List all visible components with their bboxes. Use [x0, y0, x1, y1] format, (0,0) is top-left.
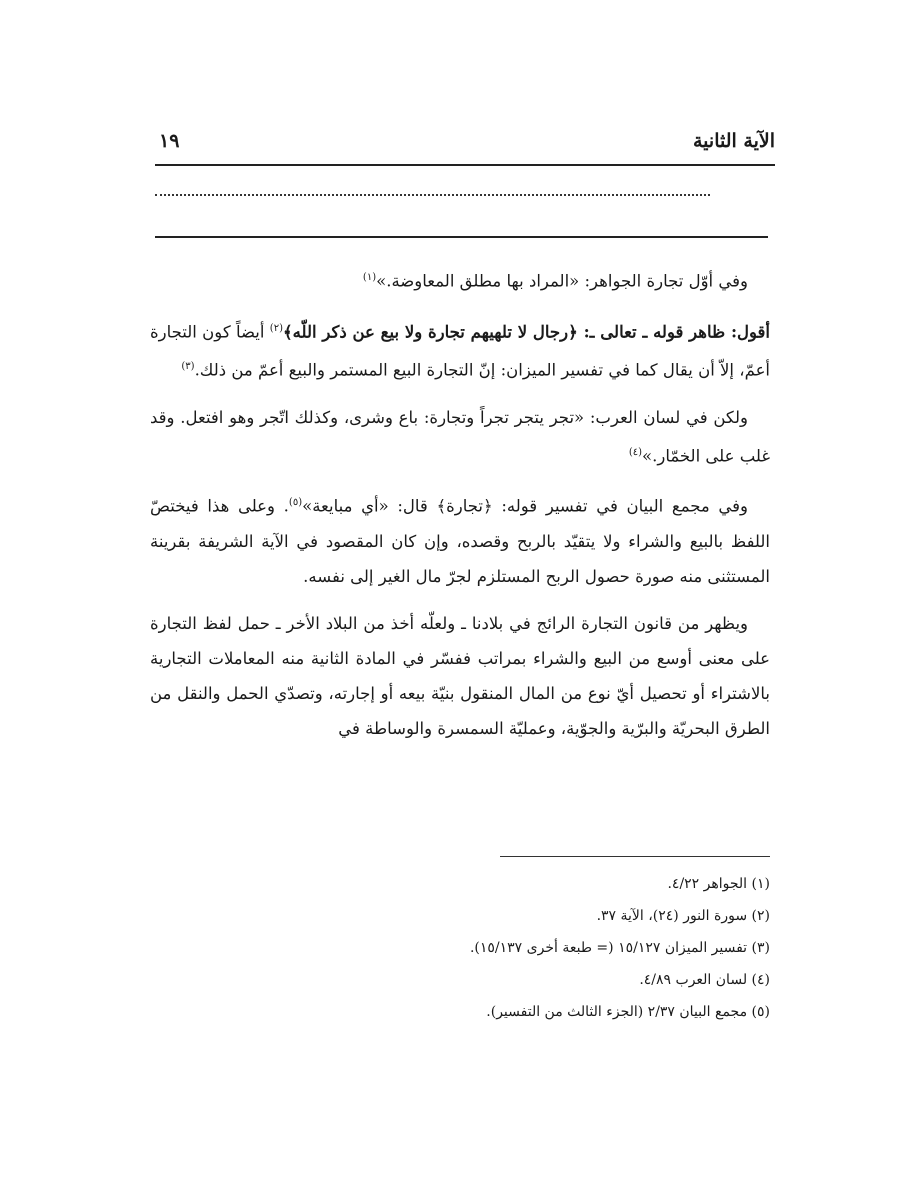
footnote-2: (٢) سورة النور (٢٤)، الآية ٣٧.: [596, 908, 770, 924]
footnote-ref-5: (٥): [288, 497, 303, 508]
footnote-1: (١) الجواهر ٤/٢٢.: [667, 876, 770, 892]
footnote-ref-2: (٢): [269, 322, 283, 334]
footnote-ref-1: (١): [362, 272, 377, 283]
paragraph-5-text: ويظهر من قانون التجارة الرائج في بلادنا ـ ولعلّه أخذ من البلاد الأخر ـ حمل لفظ التجارة على معنى أوسع من البيع والشراء بمراتب ففسّر في المادة الثانية منه المعاملات التجارية بالاشتراء أو تحصيل أيّ نوع من المال المنقول بنيّة بيعه أو إجارته، وتصدّي الحمل والنقل من الطرق البحريّة والبرّية والجوّية، وعمليّة السمسرة والوساطة في: [150, 613, 770, 738]
section-rule: [155, 236, 768, 238]
footnote-4: (٤) لسان العرب ٤/٨٩.: [639, 972, 770, 988]
paragraph-2-lead: أقول:: [730, 322, 771, 341]
paragraph-2-text-b: أيضاً كون التجارة أعمّ، إلاّ أن يقال كما في تفسير الميزان: إنّ التجارة البيع المستمر والبيع أعمّ من ذلك.: [150, 322, 770, 380]
paragraph-3-text: ولكن في لسان العرب: «تجر يتجر تجراً وتجارة: باع وشرى، وكذلك اتّجر وهو افتعل. وقد غلب على الخمّار.»: [150, 407, 770, 465]
page-header: [155, 128, 775, 162]
running-title: الآية الثانية: [692, 130, 775, 152]
paragraph-1: [150, 260, 770, 299]
main-text: [150, 260, 770, 758]
page-number: ١٩: [159, 130, 180, 152]
footnote-3: (٣) تفسير الميزان ١٥/١٢٧ (= طبعة أخرى ١٥/١٣٧).: [469, 940, 770, 956]
paragraph-4: [150, 485, 770, 594]
header-rule: [155, 164, 775, 166]
dotted-separator: [155, 194, 710, 196]
footnote-5: (٥) مجمع البيان ٢/٣٧ (الجزء الثالث من التفسير).: [486, 1004, 770, 1020]
footnote-ref-4: (٤): [628, 446, 643, 458]
paragraph-3: [150, 400, 770, 474]
paragraph-5: [150, 606, 770, 746]
paragraph-4-text-a: وفي مجمع البيان في تفسير قوله: ﴿تجارة﴾ قال: «أي مبايعة»: [302, 496, 748, 516]
footnote-rule: [500, 856, 770, 857]
footnote-ref-3: (٣): [181, 361, 195, 372]
footnotes: [300, 868, 770, 1028]
paragraph-2-text-a: ظاهر قوله ـ تعالى ـ: ﴿رجال لا تلهيهم تجارة ولا بيع عن ذكر اللّه﴾: [282, 322, 731, 341]
paragraph-1-text: وفي أوّل تجارة الجواهر: «المراد بها مطلق المعاوضة.»: [376, 271, 748, 291]
paragraph-2: [150, 311, 770, 388]
paragraph-4-text-b: . وعلى هذا فيختصّ اللفظ بالبيع والشراء ولا يتقيّد بالربح وقصده، وإن كان المقصود في الآية الشريفة بقرينة المستثنى منه صورة حصول الربح المستلزم لجرّ مال الغير إلى نفسه.: [150, 496, 770, 586]
